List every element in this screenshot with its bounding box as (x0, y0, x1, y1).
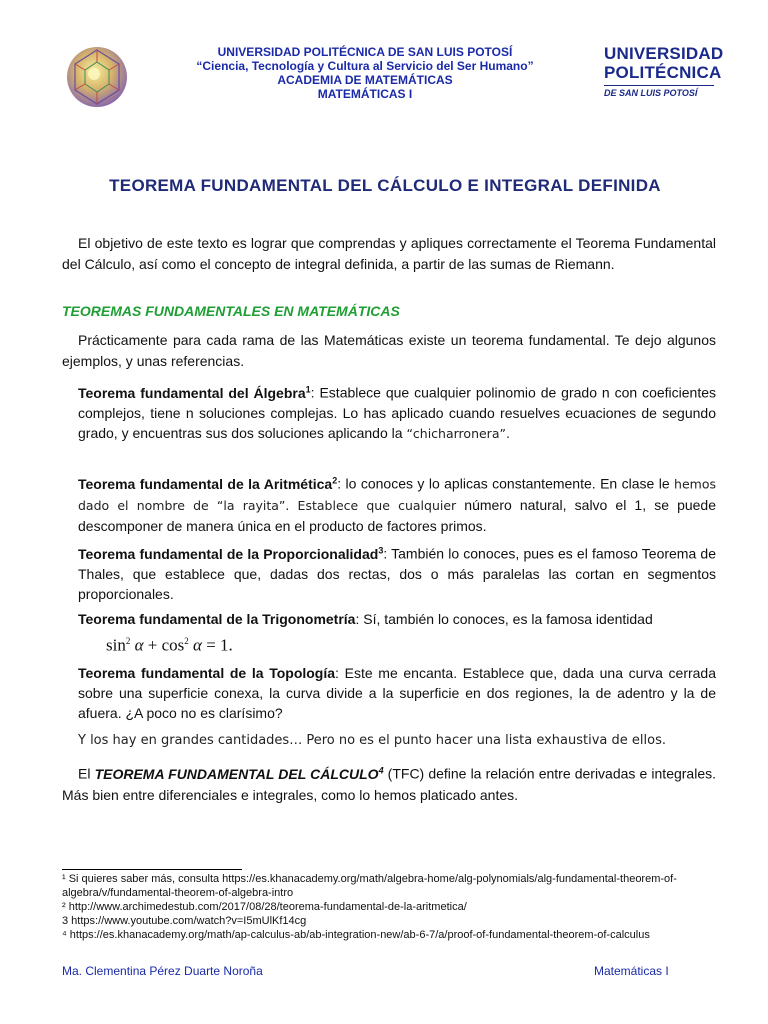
theorem-topology: Teorema fundamental de la Topología: Este me encanta. Establece que, dada una curva cerrada sobre una superficie conexa, la curva divide a la superficie en dos regiones, la de adentro y la de afuera. ¿A poco no es clarísimo? (78, 665, 716, 721)
footnote-separator (62, 869, 242, 870)
header-motto: “Ciencia, Tecnología y Cultura al Servicio del Ser Humano” (196, 59, 534, 73)
section-intro: Prácticamente para cada rama de las Matemáticas existe un teorema fundamental. Te dejo algunos ejemplos, y unas referencias. (62, 332, 716, 369)
section-heading: TEOREMAS FUNDAMENTALES EN MATEMÁTICAS (62, 303, 400, 319)
footer-author: Ma. Clementina Pérez Duarte Noroña (62, 964, 263, 978)
trig-identity-formula: $\sin^2 \alpha + \cos^2 \alpha = 1$. (106, 635, 233, 655)
theorem-name: Teorema fundamental de la Aritmética$^2$ (78, 475, 338, 492)
header-academy: ACADEMIA DE MATEMÁTICAS (277, 73, 453, 87)
theorem-proportionality: Teorema fundamental de la Proporcionalidad$^3$: También lo conoces, pues es el famoso Teorema de Thales, que establece que, dadas dos rectas, dos o más paralelas las cortan en segmentos proporcionales. (78, 545, 716, 602)
theorem-trigonometry: Teorema fundamental de la Trigonometría: Sí, también lo conoces, es la famosa identidad $\sin^2 \alpha + \cos^2 \alpha = 1$. (78, 609, 716, 656)
document-header (150, 45, 580, 101)
theorem-name: Teorema fundamental del Álgebra$^1$ (78, 384, 311, 401)
intro-paragraph: El objetivo de este texto es lograr que comprendas y apliques correctamente el Teorema Fundamental del Cálculo, así como el concepto de integral definida, a partir de las sumas de Riemann. (62, 235, 716, 272)
note-paragraph: Y los hay en grandes cantidades… Pero no es el punto hacer una lista exhaustiva de ellos. (78, 733, 666, 748)
theorem-name: Teorema fundamental de la Proporcionalidad$^3$ (78, 545, 384, 562)
upslp-logo: UNIVERSIDAD POLITÉCNICA DE SAN LUIS POTOSÍ (604, 44, 724, 98)
footnote-4: ⁴ https://es.khanacademy.org/math/ap-calculus-ab/ab-integration-new/ab-6-7/a/proof-of-fundamental-theorem-of-calculus (62, 929, 650, 941)
theorem-name: Teorema fundamental de la Trigonometría (78, 611, 356, 627)
footnote-1: ¹ Si quieres saber más, consulta https://es.khanacademy.org/math/algebra-home/alg-polynomials/alg-fundamental-theorem-of-algebra/v/fundamental-theorem-of-algebra-intro (62, 873, 677, 899)
theorem-algebra: Teorema fundamental del Álgebra$^1$: Establece que cualquier polinomio de grado n con coeficientes complejos, tiene n soluciones complejas. Lo has aplicado cuando resuelves ecuaciones de segundo grado, y encuentras sus dos soluciones aplicando la “chicharronera”. (78, 384, 716, 441)
footnote-2: ² http://www.archimedestub.com/2017/08/28/teorema-fundamental-de-la-aritmetica/ (62, 901, 467, 913)
theorem-arithmetic: Teorema fundamental de la Aritmética$^2$: lo conoces y lo aplicas constantemente. En clase le hemos dado el nombre de “la rayita”. Establece que cualquier número natural, salvo el 1, se puede descomponer de manera única en el producto de factores primos. (78, 475, 717, 534)
footer-course: Matemáticas I (594, 964, 669, 978)
footnotes (62, 872, 712, 942)
header-course: MATEMÁTICAS I (317, 87, 413, 101)
theorem-text: Establece que cualquier polinomio de grado n con coeficientes complejos, tiene n soluciones complejas. Lo has aplicado cuando resuelves ecuaciones de segundo grado, y encuentras sus dos soluciones aplicando la (78, 384, 716, 441)
theorem-text-alt: “chicharronera”. (406, 425, 510, 441)
document-title: TEOREMA FUNDAMENTAL DEL CÁLCULO E INTEGRAL DEFINIDA (109, 176, 661, 195)
header-university: UNIVERSIDAD POLITÉCNICA DE SAN LUIS POTOSÍ (217, 45, 513, 59)
tfc-paragraph: El TEOREMA FUNDAMENTAL DEL CÁLCULO$^4$ (TFC) define la relación entre derivadas e integrales. Más bien entre diferenciales e integrales, como lo hemos platicado antes. (62, 765, 717, 803)
footnote-3: 3 https://www.youtube.com/watch?v=I5mUlKf14cg (62, 915, 307, 927)
theorem-name: Teorema fundamental de la Topología (78, 665, 336, 681)
tfc-name: TEOREMA FUNDAMENTAL DEL CÁLCULO (94, 765, 379, 782)
university-polyhedron-logo (64, 44, 130, 110)
